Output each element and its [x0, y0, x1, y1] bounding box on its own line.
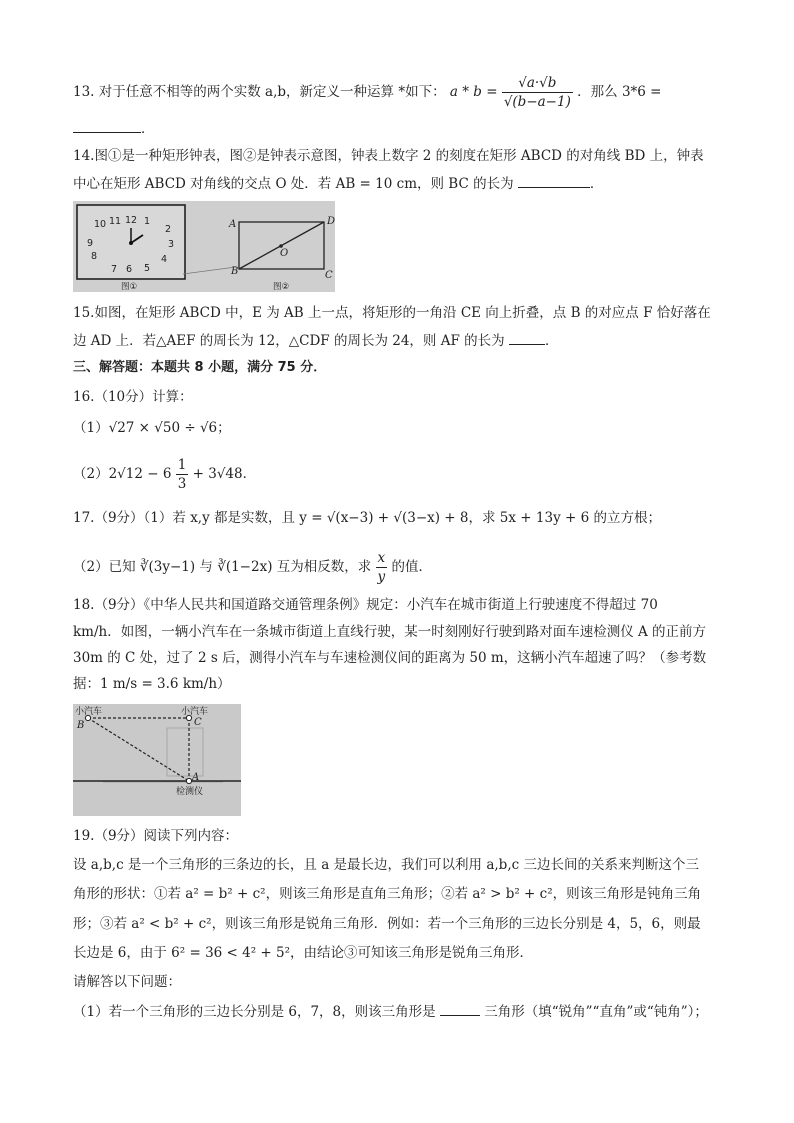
- fig1-caption: 图①: [121, 282, 138, 292]
- q17-part2-a: （2）已知 ∛(3y−1) 与 ∛(1−2x) 互为相反数，求: [73, 559, 372, 575]
- q15-line1: 15.如图，在矩形 ABCD 中，E 为 AB 上一点，将矩形的一角沿 CE 向上折叠，点 B 的对应点 F 恰好落在: [73, 305, 711, 321]
- q14-figure: [73, 201, 335, 292]
- q15-line2: 边 AD 上．若△AEF 的周长为 12，△CDF 的周长为 24，则 AF 的长为 ．: [73, 330, 558, 351]
- q18-figure: [73, 704, 241, 816]
- q18-line3: 30m 的 C 处，过了 2 s 后，测得小汽车与车速检测仪间的距离为 50 m，这辆小汽车超速了吗？（参考数: [73, 650, 707, 666]
- q18-label-C: C: [194, 717, 202, 728]
- q16-fraction: [176, 456, 189, 493]
- q17-part2-b: 的值．: [391, 559, 432, 575]
- q18-line2: km/h．如图，一辆小汽车在一条城市街道上直线行驶，某一时刻刚好行驶到路对面车速检测仪 A 的正前方: [73, 624, 707, 640]
- q16-head: 16.（10分）计算：: [73, 389, 193, 405]
- q18-label-B: B: [77, 720, 85, 731]
- clock-number-9: 9: [87, 238, 94, 249]
- q13-answer-line: ．: [73, 118, 155, 139]
- clock-number-6: 6: [126, 264, 133, 275]
- q13-tail: ．那么 3*6 =: [577, 84, 662, 100]
- q16-part2-b: + 3√48．: [192, 466, 257, 482]
- q14-figure-svg: [73, 201, 335, 292]
- q16-part2: [73, 456, 256, 493]
- clock-number-10: 10: [94, 219, 107, 230]
- q19-line5: 请解答以下问题：: [73, 974, 181, 990]
- q19-line6-b: 三角形（填“锐角”“直角”或“钝角”）；: [484, 1004, 708, 1020]
- q19-answer-blank[interactable]: [440, 1001, 480, 1016]
- clock-number-2: 2: [165, 224, 172, 235]
- q18-label-A: A: [192, 772, 200, 783]
- q13-formula-lhs: a * b =: [449, 84, 498, 100]
- q18-line1: 18.（9分）《中华人民共和国道路交通管理条例》规定：小汽车在城市街道上行驶速度不得超过 70: [73, 597, 658, 613]
- q18-label-car1: 小汽车: [75, 707, 103, 717]
- q19-line4: 长边是 6，由于 6² = 36 < 4² + 5²，由结论③可知该三角形是锐角三角形．: [73, 945, 534, 961]
- section-heading: 三、解答题：本题共 8 小题，满分 75 分．: [73, 360, 327, 375]
- q13-denominator: √(b−a−1): [503, 94, 571, 110]
- rect-label-A: A: [229, 219, 237, 230]
- q13-line: [73, 74, 661, 111]
- q18-line4: 据：1 m/s = 3.6 km/h）: [73, 676, 231, 692]
- clock-number-8: 8: [91, 251, 98, 262]
- q17-fraction-num: x: [376, 549, 388, 568]
- q16-fraction-den: 3: [177, 476, 187, 492]
- q14-line1: 14.图①是一种矩形钟表，图②是钟表示意图，钟表上数字 2 的刻度在矩形 ABCD 的对角线 BD 上，钟表: [73, 148, 704, 164]
- rect-label-C: C: [325, 270, 333, 281]
- q13-text: 13. 对于任意不相等的两个实数 a,b，新定义一种运算 *如下：: [73, 84, 446, 100]
- rect-label-B: B: [231, 266, 239, 277]
- clock-number-4: 4: [161, 254, 168, 265]
- q18-label-device: 检测仪: [176, 787, 204, 797]
- q19-line6-a: （1）若一个三角形的三边长分别是 6，7，8，则该三角形是: [73, 1004, 436, 1020]
- q18-label-car2: 小汽车: [181, 707, 209, 717]
- clock-number-7: 7: [111, 264, 118, 275]
- fig2-caption: 图②: [273, 282, 290, 292]
- q17-part2: [73, 549, 432, 586]
- rect-label-O: O: [280, 248, 289, 259]
- clock-number-1: 1: [144, 216, 151, 227]
- rect-label-D: D: [327, 216, 335, 227]
- q17-fraction: [376, 549, 388, 586]
- q13-fraction: [502, 74, 573, 111]
- q19-line2: 角形的形状：①若 a² = b² + c²，则该三角形是直角三角形；②若 a² > b² + c²，则该三角形是钝角三角: [73, 886, 702, 902]
- q15-line2-text: 边 AD 上．若△AEF 的周长为 12，△CDF 的周长为 24，则 AF 的长为: [73, 333, 505, 349]
- clock-number-3: 3: [168, 239, 175, 250]
- q19-line6: [73, 1001, 708, 1022]
- clock-number-12: 12: [125, 215, 138, 226]
- q14-answer-blank[interactable]: [518, 173, 590, 188]
- q17-fraction-den: y: [377, 569, 386, 585]
- q13-answer-blank[interactable]: [73, 118, 141, 133]
- clock-number-11: 11: [109, 216, 122, 227]
- q19-line3: 形；③若 a² < b² + c²，则该三角形是锐角三角形．例如：若一个三角形的三边长分别是 4，5，6，则最: [73, 916, 701, 932]
- q15-answer-blank[interactable]: [509, 330, 545, 345]
- q16-part2-a: （2）2√12 − 6: [73, 466, 172, 482]
- q14-line2: 中心在矩形 ABCD 对角线的交点 O 处．若 AB = 10 cm，则 BC 的长为 ．: [73, 173, 603, 194]
- q19-line1: 设 a,b,c 是一个三角形的三条边的长，且 a 是最长边，我们可以利用 a,b,c 三边长间的关系来判断这个三: [73, 857, 699, 873]
- q17-part1: 17.（9分）（1）若 x,y 都是实数，且 y = √(x−3) + √(3−x) + 8，求 5x + 13y + 6 的立方根；: [73, 510, 661, 526]
- q19-head: 19.（9分）阅读下列内容：: [73, 828, 239, 844]
- q16-part1: （1）√27 × √50 ÷ √6；: [73, 420, 231, 436]
- clock-number-5: 5: [144, 263, 151, 274]
- q14-line2-text: 中心在矩形 ABCD 对角线的交点 O 处．若 AB = 10 cm，则 BC 的长为: [73, 176, 514, 192]
- q16-fraction-num: 1: [177, 457, 187, 473]
- q13-numerator: √a·√b: [502, 74, 573, 93]
- q18-figure-svg: [73, 704, 241, 816]
